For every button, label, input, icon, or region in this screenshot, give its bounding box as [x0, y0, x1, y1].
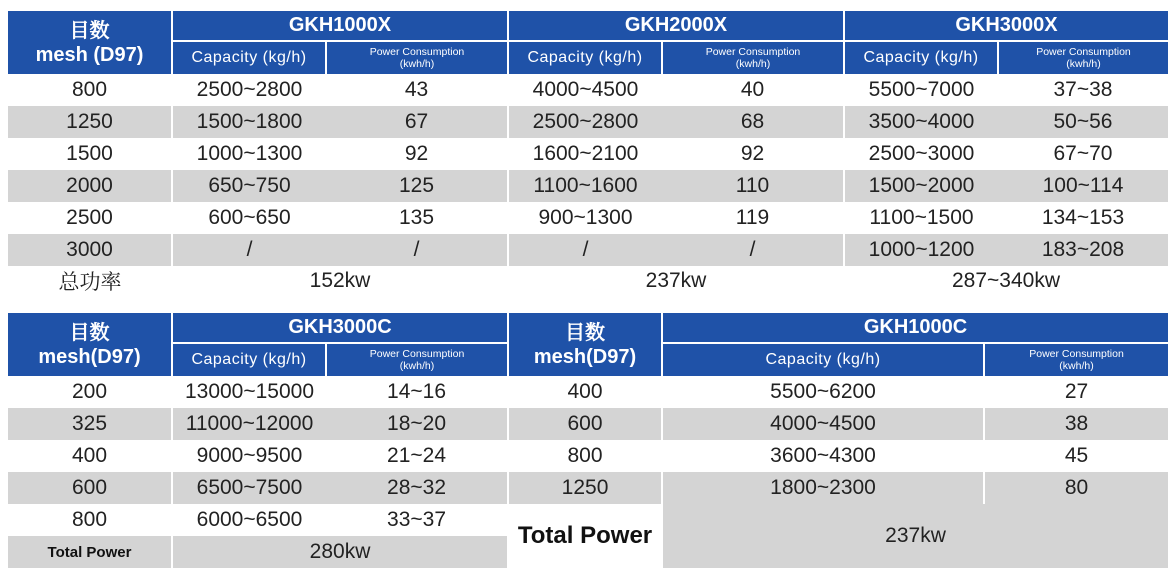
model-header-gkh2000x: GKH2000X — [508, 11, 844, 41]
total-label: 总功率 — [58, 271, 122, 294]
power-header: Power Consumption (kwh/h) — [326, 41, 508, 74]
power-cell: 40 — [662, 74, 844, 106]
capacity-cell: 9000~9500 — [196, 444, 303, 467]
power-cell: 80 — [984, 472, 1168, 504]
capacity-cell: 3500~4000 — [844, 106, 998, 138]
capacity-cell: 1500~1800 — [172, 106, 326, 138]
mesh-cell: 800 — [508, 440, 662, 472]
capacity-header: Capacity (kg/h) — [172, 343, 326, 376]
capacity-header: Capacity (kg/h) — [662, 343, 984, 376]
mesh-label: mesh(D97) — [38, 345, 141, 368]
power-cell: 67~70 — [1053, 142, 1113, 165]
total-value: 280kw — [172, 536, 508, 568]
capacity-cell: 900~1300 — [538, 206, 633, 229]
capacity-cell: 1800~2300 — [662, 472, 984, 504]
model-header-gkh3000x: GKH3000X — [844, 11, 1168, 41]
table-row — [8, 472, 1168, 504]
mesh-label: mesh(D97) — [533, 345, 637, 368]
power-cell: 43 — [326, 74, 508, 106]
capacity-cell: 2500~3000 — [868, 142, 975, 165]
power-cell: 37~38 — [1053, 78, 1113, 101]
capacity-cell: 13000~15000 — [184, 380, 315, 403]
model-header-gkh3000c: GKH3000C — [172, 313, 508, 343]
table-row — [8, 74, 1168, 106]
spec-table-x-series — [8, 11, 1168, 296]
power-cell: 92 — [326, 138, 508, 170]
table-row — [8, 234, 1168, 266]
mesh-cell: 400 — [8, 440, 172, 472]
total-value: 152kw — [309, 269, 371, 292]
power-cell: 119 — [662, 202, 844, 234]
power-cell: 100~114 — [998, 170, 1168, 202]
mesh-label-cn: 目数 — [69, 321, 110, 344]
table-row — [8, 170, 1168, 202]
mesh-header — [8, 11, 172, 74]
capacity-cell: 1000~1300 — [196, 142, 303, 165]
power-cell: 21~24 — [326, 440, 508, 472]
capacity-cell: 1600~2100 — [532, 142, 639, 165]
power-cell: 28~32 — [326, 472, 508, 504]
capacity-cell: 3600~4300 — [662, 440, 984, 472]
mesh-label: mesh (D97) — [35, 43, 144, 66]
power-cell: 183~208 — [998, 234, 1168, 266]
capacity-header: Capacity (kg/h) — [172, 41, 326, 74]
power-cell: 92 — [662, 138, 844, 170]
capacity-header: Capacity (kg/h) — [844, 41, 998, 74]
mesh-header — [8, 313, 172, 376]
capacity-cell: 6500~7500 — [172, 472, 326, 504]
mesh-cell: 2000 — [8, 170, 172, 202]
power-cell: 68 — [662, 106, 844, 138]
power-header: Power Consumption (kwh/h) — [984, 343, 1168, 376]
power-header: Power Consumption (kwh/h) — [662, 41, 844, 74]
capacity-cell: 4000~4500 — [532, 78, 639, 101]
capacity-cell: 4000~4500 — [662, 408, 984, 440]
power-cell: 135 — [326, 202, 508, 234]
mesh-cell: 3000 — [8, 234, 172, 266]
table-row — [8, 504, 1168, 536]
mesh-cell: 600 — [508, 408, 662, 440]
capacity-cell: 1100~1500 — [869, 206, 974, 229]
capacity-cell: 2500~2800 — [508, 106, 662, 138]
capacity-cell: / — [508, 234, 662, 266]
total-value: 237kw — [645, 269, 707, 292]
capacity-cell: 650~750 — [172, 170, 326, 202]
total-row — [8, 266, 1168, 296]
table-row — [8, 440, 1168, 472]
power-cell: / — [326, 234, 508, 266]
mesh-cell: 2500 — [8, 202, 172, 234]
capacity-cell: 5500~6200 — [662, 376, 984, 408]
power-cell: 38 — [984, 408, 1168, 440]
capacity-cell: 1100~1600 — [508, 170, 662, 202]
total-label: Total Power — [508, 504, 662, 568]
capacity-cell: 600~650 — [208, 206, 291, 229]
total-label: Total Power — [8, 536, 172, 568]
mesh-label-cn: 目数 — [565, 321, 606, 344]
capacity-cell: 11000~12000 — [172, 408, 326, 440]
capacity-cell: 6000~6500 — [196, 508, 303, 531]
power-cell: 125 — [326, 170, 508, 202]
spec-table-c-series — [8, 313, 1168, 568]
power-cell: 27 — [1064, 380, 1089, 403]
power-cell: 110 — [662, 170, 844, 202]
mesh-cell: 800 — [8, 504, 172, 536]
mesh-cell: 1250 — [8, 106, 172, 138]
total-value: 237kw — [662, 504, 1168, 568]
model-header-gkh1000x: GKH1000X — [172, 11, 508, 41]
total-value: 287~340kw — [951, 269, 1060, 292]
table-row — [8, 376, 1168, 408]
table-row — [8, 106, 1168, 138]
power-cell: 50~56 — [998, 106, 1168, 138]
capacity-header: Capacity (kg/h) — [508, 41, 662, 74]
mesh-cell: 400 — [508, 376, 662, 408]
capacity-cell: 2500~2800 — [196, 78, 303, 101]
power-cell: / — [662, 234, 844, 266]
power-cell: 45 — [1064, 444, 1089, 467]
mesh-label-cn: 目数 — [69, 19, 110, 42]
mesh-cell: 325 — [8, 408, 172, 440]
power-cell: 14~16 — [326, 376, 508, 408]
power-cell: 67 — [326, 106, 508, 138]
table-row — [8, 408, 1168, 440]
table-row — [8, 138, 1168, 170]
power-header: Power Consumption (kwh/h) — [998, 41, 1168, 74]
power-cell: 134~153 — [1041, 206, 1125, 229]
mesh-cell: 200 — [8, 376, 172, 408]
mesh-cell: 600 — [8, 472, 172, 504]
table-row — [8, 202, 1168, 234]
capacity-cell: 1000~1200 — [844, 234, 998, 266]
mesh-cell: 1250 — [508, 472, 662, 504]
capacity-cell: 5500~7000 — [868, 78, 975, 101]
mesh-cell: 800 — [8, 74, 172, 106]
power-header: Power Consumption (kwh/h) — [326, 343, 508, 376]
model-header-gkh1000c: GKH1000C — [662, 313, 1168, 343]
mesh-cell: 1500 — [8, 138, 172, 170]
capacity-cell: / — [172, 234, 326, 266]
power-cell: 18~20 — [326, 408, 508, 440]
capacity-cell: 1500~2000 — [844, 170, 998, 202]
mesh-header — [508, 313, 662, 376]
power-cell: 33~37 — [326, 504, 508, 536]
